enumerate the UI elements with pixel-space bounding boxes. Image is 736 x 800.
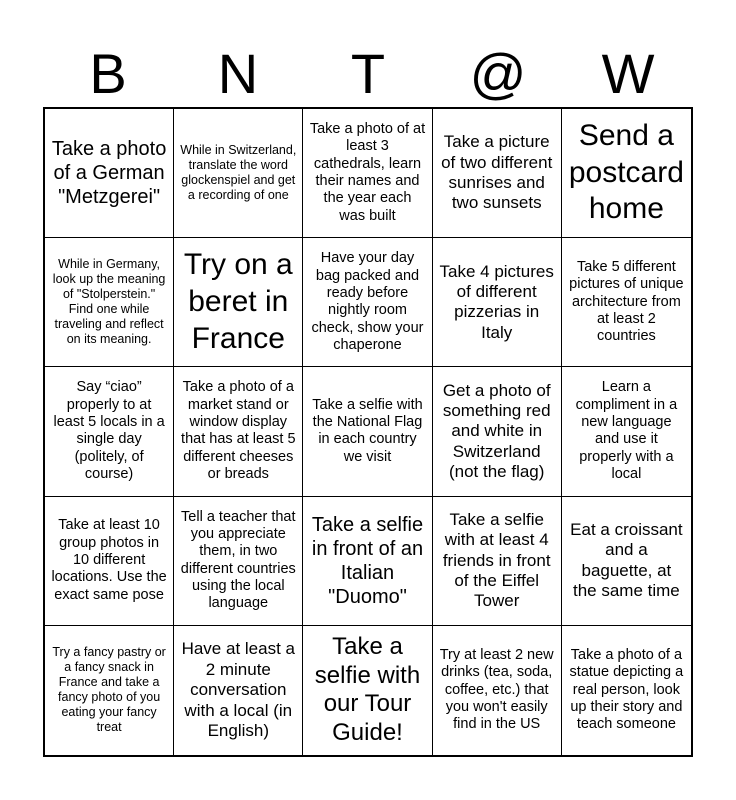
bingo-cell[interactable]: Take a photo of a German "Metzgerei" bbox=[45, 109, 174, 238]
bingo-header bbox=[43, 40, 693, 108]
bingo-cell[interactable]: Take a selfie in front of an Italian "Duomo" bbox=[303, 497, 432, 626]
bingo-cell[interactable]: Try at least 2 new drinks (tea, soda, coffee, etc.) that you won't easily find in the US bbox=[433, 626, 562, 755]
bingo-cell[interactable]: Take a photo of a market stand or window display that has at least 5 different cheeses or breads bbox=[174, 367, 303, 496]
bingo-cell[interactable]: Have your day bag packed and ready before nightly room check, show your chaperone bbox=[303, 238, 432, 367]
bingo-cell[interactable]: Try a fancy pastry or a fancy snack in France and take a fancy photo of you eating your fancy treat bbox=[45, 626, 174, 755]
bingo-cell[interactable]: Take a selfie with at least 4 friends in front of the Eiffel Tower bbox=[433, 497, 562, 626]
bingo-cell[interactable]: Tell a teacher that you appreciate them, in two different countries using the local language bbox=[174, 497, 303, 626]
bingo-cell[interactable]: Take a selfie with our Tour Guide! bbox=[303, 626, 432, 755]
bingo-cell[interactable]: Have at least a 2 minute conversation with a local (in English) bbox=[174, 626, 303, 755]
bingo-cell[interactable]: Take a photo of at least 3 cathedrals, learn their names and the year each was built bbox=[303, 109, 432, 238]
header-letter-3: T bbox=[350, 42, 386, 105]
bingo-cell[interactable]: Get a photo of something red and white in Switzerland (not the flag) bbox=[433, 367, 562, 496]
bingo-cell[interactable]: Take a picture of two different sunrises and two sunsets bbox=[433, 109, 562, 238]
bingo-cell[interactable]: Take a selfie with the National Flag in each country we visit bbox=[303, 367, 432, 496]
bingo-cell[interactable]: Eat a croissant and a baguette, at the same time bbox=[562, 497, 691, 626]
bingo-cell[interactable]: Say “ciao” properly to at least 5 locals in a single day (politely, of course) bbox=[45, 367, 174, 496]
bingo-cell[interactable]: Try on a beret in France bbox=[174, 238, 303, 367]
bingo-cell[interactable]: Take at least 10 group photos in 10 different locations. Use the exact same pose bbox=[45, 497, 174, 626]
bingo-cell[interactable]: Learn a compliment in a new language and use it properly with a local bbox=[562, 367, 691, 496]
header-letter-2: N bbox=[217, 42, 259, 105]
bingo-cell[interactable]: Take 5 different pictures of unique architecture from at least 2 countries bbox=[562, 238, 691, 367]
bingo-cell[interactable]: Send a postcard home bbox=[562, 109, 691, 238]
header-letter-1: B bbox=[89, 42, 127, 105]
bingo-cell[interactable]: While in Germany, look up the meaning of "Stolperstein." Find one while traveling and reflect on its meaning. bbox=[45, 238, 174, 367]
bingo-cell[interactable]: While in Switzerland, translate the word glockenspiel and get a recording of one bbox=[174, 109, 303, 238]
bingo-cell[interactable]: Take a photo of a statue depicting a real person, look up their story and teach someone bbox=[569, 646, 684, 733]
header-letter-5: W bbox=[601, 42, 655, 105]
header-letter-4: @ bbox=[469, 42, 527, 105]
bingo-cell[interactable]: Take 4 pictures of different pizzerias in Italy bbox=[433, 238, 562, 367]
bingo-grid bbox=[43, 107, 693, 757]
